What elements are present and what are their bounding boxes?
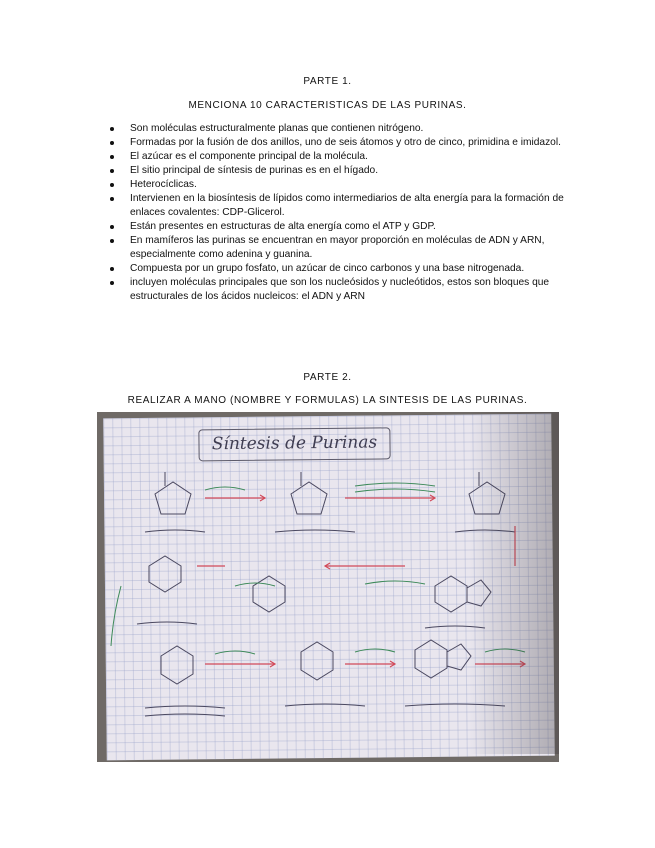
parte-2-title: REALIZAR A MANO (NOMBRE Y FORMULAS) LA SINTESIS DE LAS PURINAS.	[127, 395, 528, 406]
handwritten-heading: Síntesis de Purinas	[198, 427, 390, 461]
list-item	[108, 150, 570, 164]
list-item-text: Heterocíclicas.	[130, 179, 197, 191]
ring-molecule-8	[161, 646, 193, 684]
bullet-icon	[110, 197, 114, 201]
ring-molecule-4	[149, 556, 181, 592]
ribose-ring-1	[155, 482, 191, 514]
photo-shadow	[469, 412, 559, 754]
list-item-text: incluyen moléculas principales que son los nucleósidos y nucleótidos, estos son bloques que estructurales de los ácidos nucleicos: el ADN y ARN	[130, 277, 550, 302]
parte-1-label: PARTE 1.	[303, 76, 352, 87]
bullet-icon	[110, 239, 114, 243]
bullet-icon	[110, 141, 114, 145]
list-item	[108, 136, 570, 150]
list-item-text: Están presentes en estructuras de alta energía como el ATP y GDP.	[130, 221, 436, 233]
bullet-icon	[110, 183, 114, 187]
list-item	[108, 276, 570, 303]
list-item-text: Compuesta por un grupo fosfato, un azúcar de cinco carbonos y una base nitrogenada.	[130, 262, 525, 274]
sketch-enzyme-notes	[111, 483, 525, 654]
list-item	[108, 262, 570, 276]
list-item	[108, 164, 570, 178]
list-item	[108, 178, 570, 192]
bullet-icon	[110, 267, 114, 271]
bullet-icon	[110, 127, 114, 131]
characteristics-list	[108, 122, 570, 304]
ring-molecule-10	[415, 640, 447, 678]
bullet-icon	[110, 281, 114, 285]
ring-molecule-6	[435, 576, 467, 612]
list-item	[108, 192, 570, 219]
bullet-icon	[110, 225, 114, 229]
list-item	[108, 234, 570, 261]
list-item	[108, 122, 570, 136]
list-item-text: Intervienen en la biosíntesis de lípidos como intermediarios de alta energía para la formación de enlaces covalentes: CDP-Glicerol.	[130, 193, 564, 219]
ring-molecule-5	[253, 576, 285, 612]
bullet-icon	[110, 169, 114, 173]
ring-molecule-11	[447, 644, 471, 670]
list-item-text: Formadas por la fusión de dos anillos, uno de seis átomos y otro de cinco, primidina e imidazol.	[130, 137, 561, 149]
ribose-ring-2	[291, 482, 327, 514]
parte-1-title: MENCIONA 10 CARACTERISTICAS DE LAS PURINAS.	[188, 100, 467, 111]
ring-molecule-9	[301, 642, 333, 680]
handwritten-synthesis-photo	[97, 412, 559, 762]
list-item-text: Son moléculas estructuralmente planas que contienen nitrógeno.	[130, 123, 424, 134]
sketch-structures	[137, 472, 515, 716]
bullet-icon	[110, 155, 114, 159]
list-item-text: El sitio principal de síntesis de purinas es en el hígado.	[130, 165, 379, 177]
parte-2-label: PARTE 2.	[303, 372, 352, 383]
list-item-text: El azúcar es el componente principal de la molécula.	[130, 151, 368, 163]
list-item-text: En mamíferos las purinas se encuentran en mayor proporción en moléculas de ADN y ARN, especialmente como adenina y guanina.	[130, 235, 545, 260]
list-item	[108, 220, 570, 234]
